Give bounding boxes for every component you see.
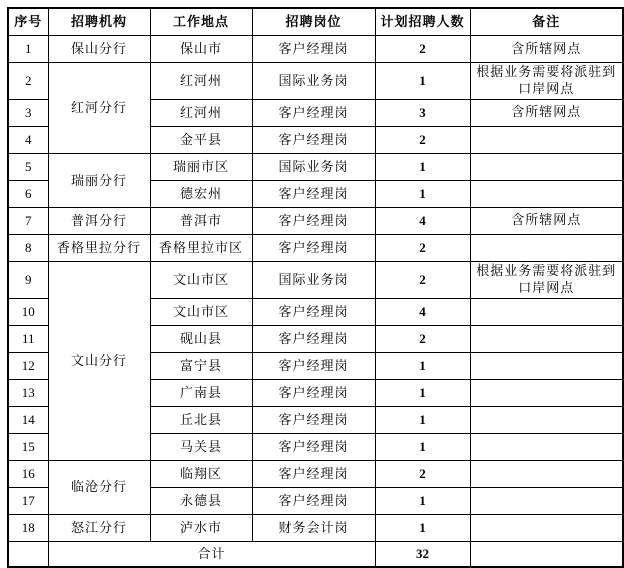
cell-note [470,460,623,487]
cell-count: 4 [375,298,470,325]
table-body [8,36,623,567]
cell-count: 2 [375,460,470,487]
table-row [8,36,623,63]
cell-position: 客户经理岗 [252,352,375,379]
cell-count: 1 [375,180,470,207]
cell-note [470,234,623,261]
cell-org: 临沧分行 [48,460,150,514]
cell-no: 18 [8,514,48,541]
cell-note [470,126,623,153]
total-count: 32 [375,541,470,567]
cell-note [470,180,623,207]
cell-note: 根据业务需要将派驻到口岸网点 [470,261,623,298]
cell-count: 1 [375,433,470,460]
cell-no: 7 [8,207,48,234]
cell-position: 客户经理岗 [252,406,375,433]
total-label: 合计 [48,541,375,567]
cell-location: 红河州 [150,99,252,126]
cell-location: 临翔区 [150,460,252,487]
cell-count: 1 [375,352,470,379]
cell-note: 根据业务需要将派驻到口岸网点 [470,63,623,100]
cell-no: 17 [8,487,48,514]
cell-location: 富宁县 [150,352,252,379]
cell-note [470,514,623,541]
cell-location: 瑞丽市区 [150,153,252,180]
cell-count: 1 [375,406,470,433]
table-row [8,261,623,298]
cell-note [470,379,623,406]
cell-count: 4 [375,207,470,234]
recruitment-table [7,7,624,568]
cell-note [470,298,623,325]
cell-position: 客户经理岗 [252,180,375,207]
cell-position: 客户经理岗 [252,207,375,234]
cell-position: 国际业务岗 [252,63,375,100]
header-org: 招聘机构 [48,8,150,36]
cell-location: 香格里拉市区 [150,234,252,261]
cell-note: 含所辖网点 [470,207,623,234]
cell-no: 6 [8,180,48,207]
cell-position: 客户经理岗 [252,325,375,352]
header-position: 招聘岗位 [252,8,375,36]
cell-note [470,352,623,379]
cell-position: 客户经理岗 [252,234,375,261]
cell-position: 客户经理岗 [252,99,375,126]
cell-count: 3 [375,99,470,126]
cell-no: 15 [8,433,48,460]
cell-count: 1 [375,487,470,514]
cell-position: 客户经理岗 [252,298,375,325]
cell-count: 2 [375,36,470,63]
cell-position: 客户经理岗 [252,460,375,487]
cell-no: 13 [8,379,48,406]
cell-position: 客户经理岗 [252,126,375,153]
table-row [8,63,623,100]
cell-location: 砚山县 [150,325,252,352]
cell-location: 泸水市 [150,514,252,541]
cell-org: 普洱分行 [48,207,150,234]
cell-position: 客户经理岗 [252,433,375,460]
cell-location: 文山市区 [150,261,252,298]
cell-no: 3 [8,99,48,126]
cell-position: 客户经理岗 [252,487,375,514]
cell-count: 1 [375,514,470,541]
header-note: 备注 [470,8,623,36]
table-row [8,514,623,541]
cell-location: 普洱市 [150,207,252,234]
cell-location: 保山市 [150,36,252,63]
table-row [8,153,623,180]
cell-count: 1 [375,63,470,100]
table-row [8,460,623,487]
total-empty-note [470,541,623,567]
cell-no: 1 [8,36,48,63]
cell-org: 保山分行 [48,36,150,63]
cell-note: 含所辖网点 [470,99,623,126]
cell-location: 马关县 [150,433,252,460]
total-empty-no [8,541,48,567]
cell-position: 国际业务岗 [252,261,375,298]
cell-location: 永德县 [150,487,252,514]
cell-note [470,325,623,352]
table-row [8,234,623,261]
cell-position: 客户经理岗 [252,379,375,406]
cell-org: 红河分行 [48,63,150,154]
cell-no: 11 [8,325,48,352]
cell-no: 14 [8,406,48,433]
cell-org: 香格里拉分行 [48,234,150,261]
cell-no: 5 [8,153,48,180]
cell-note [470,153,623,180]
cell-count: 2 [375,261,470,298]
cell-note: 含所辖网点 [470,36,623,63]
cell-org: 怒江分行 [48,514,150,541]
cell-no: 2 [8,63,48,100]
header-location: 工作地点 [150,8,252,36]
cell-position: 国际业务岗 [252,153,375,180]
cell-location: 广南县 [150,379,252,406]
cell-location: 金平县 [150,126,252,153]
cell-count: 2 [375,234,470,261]
header-no: 序号 [8,8,48,36]
total-row [8,541,623,567]
cell-org: 文山分行 [48,261,150,460]
cell-no: 8 [8,234,48,261]
cell-location: 德宏州 [150,180,252,207]
cell-location: 丘北县 [150,406,252,433]
table-row [8,207,623,234]
cell-location: 文山市区 [150,298,252,325]
cell-count: 2 [375,325,470,352]
cell-note [470,406,623,433]
cell-no: 12 [8,352,48,379]
cell-no: 4 [8,126,48,153]
cell-note [470,487,623,514]
cell-no: 16 [8,460,48,487]
header-row [8,8,623,36]
cell-count: 1 [375,379,470,406]
cell-count: 2 [375,126,470,153]
header-count: 计划招聘人数 [375,8,470,36]
cell-position: 财务会计岗 [252,514,375,541]
cell-org: 瑞丽分行 [48,153,150,207]
cell-note [470,433,623,460]
cell-no: 9 [8,261,48,298]
cell-location: 红河州 [150,63,252,100]
cell-position: 客户经理岗 [252,36,375,63]
cell-no: 10 [8,298,48,325]
cell-count: 1 [375,153,470,180]
